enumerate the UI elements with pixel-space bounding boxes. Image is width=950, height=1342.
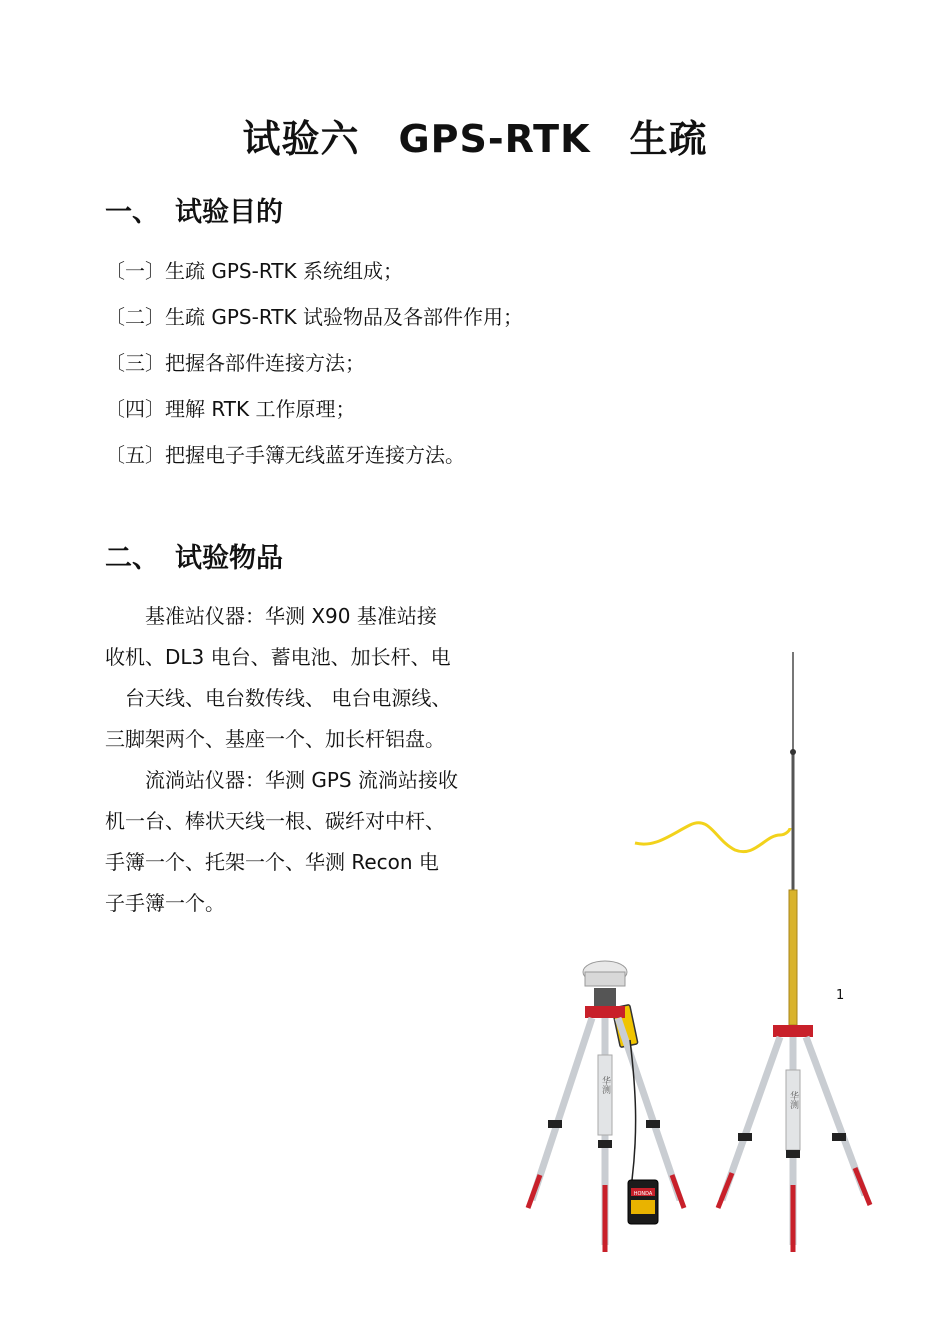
tripod-label: 华测 — [788, 1091, 798, 1109]
objectives-list — [105, 252, 523, 482]
text-line: 三脚架两个、基座一个、加长杆铝盘。 — [105, 727, 445, 751]
list-item: 〔五〕把握电子手簿无线蓝牙连接方法。 — [105, 443, 465, 467]
text-line: 流淌站仪器：华测 GPS 流淌站接收 — [105, 768, 458, 792]
base-station-paragraph — [105, 596, 495, 760]
section-number: 一、 — [105, 197, 159, 228]
text-line: 收机、DL3 电台、蓄电池、加长杆、电 — [105, 645, 451, 669]
section-number: 二、 — [105, 543, 159, 574]
section-title: 试验物品 — [175, 543, 283, 574]
document-title: 试验六 GPS-RTK 生疏 — [242, 117, 708, 161]
text-line: 台天线、电台数传线、 电台电源线、 — [105, 686, 452, 710]
section-heading-objectives — [105, 190, 283, 229]
tripod-label: 华测 — [600, 1076, 610, 1094]
page-number: 1 — [836, 988, 845, 1003]
list-item: 〔三〕把握各部件连接方法； — [105, 351, 365, 375]
section-heading-equipment — [105, 536, 283, 575]
battery — [628, 1180, 658, 1224]
rover-station-paragraph — [105, 760, 495, 924]
gps-rtk-equipment-photo — [510, 640, 890, 1270]
list-item: 〔一〕生疏 GPS-RTK 系统组成； — [105, 259, 403, 283]
text-line: 子手簿一个。 — [105, 891, 225, 915]
text-line: 手簿一个、托架一个、华测 Recon 电 — [105, 850, 439, 874]
text-line: 机一台、棒状天线一根、碳纤对中杆、 — [105, 809, 445, 833]
list-item: 〔二〕生疏 GPS-RTK 试验物品及各部件作用； — [105, 305, 523, 329]
battery-label: HONDA — [633, 1191, 653, 1197]
base-receiver — [583, 961, 627, 1006]
section-title: 试验目的 — [175, 197, 283, 228]
antenna-cable — [635, 823, 790, 852]
right-tripod — [718, 1025, 870, 1252]
radio-antenna-pole — [789, 652, 797, 1025]
left-tripod — [528, 1006, 684, 1252]
text-line: 基准站仪器：华测 X90 基准站接 — [105, 604, 437, 628]
list-item: 〔四〕理解 RTK 工作原理； — [105, 397, 356, 421]
